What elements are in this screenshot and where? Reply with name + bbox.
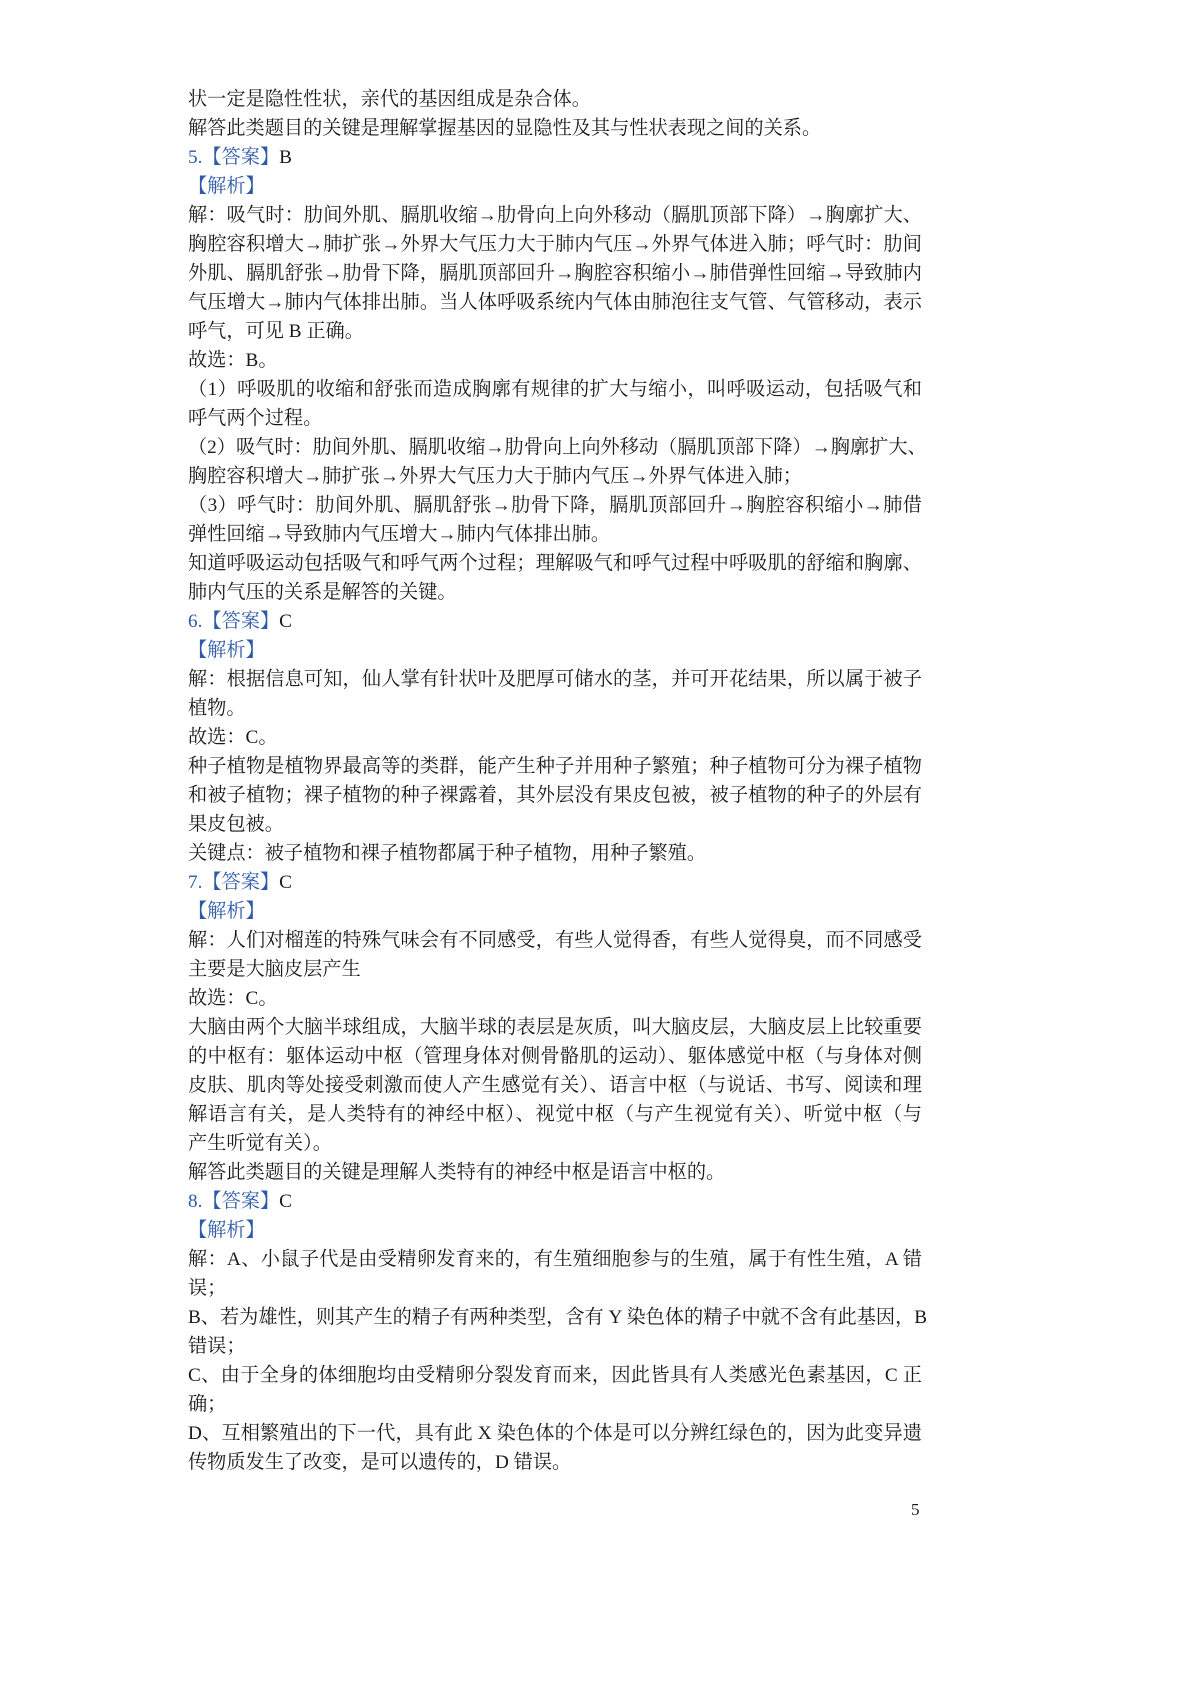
analysis-label: 【解析】 [188,176,265,197]
analysis-line: 果皮包被。 [188,814,284,835]
analysis-line: 故选：C。 [188,727,278,748]
analysis-line: 传物质发生了改变，是可以遗传的，D 错误。 [188,1452,572,1473]
analysis-line: 皮肤、肌肉等处接受刺激而使人产生感觉有关）、语言中枢（与说话、书写、阅读和理 [188,1075,922,1096]
analysis-label: 【解析】 [188,901,265,922]
analysis-line: 故选：B。 [188,350,278,371]
analysis-line: （3）呼气时：肋间外肌、膈肌舒张→肋骨下降，膈肌顶部回升→胸腔容积缩小→肺借 [188,495,922,516]
analysis-line: 解语言有关，是人类特有的神经中枢）、视觉中枢（与产生视觉有关）、听觉中枢（与 [188,1104,922,1125]
analysis-line: 大脑由两个大脑半球组成，大脑半球的表层是灰质，叫大脑皮层，大脑皮层上比较重要 [188,1017,922,1038]
answer-label: 【答案】 [202,1191,280,1212]
analysis-line: 胸腔容积增大→肺扩张→外界大气压力大于肺内气压→外界气体进入肺； [188,466,802,487]
analysis-line: 主要是大脑皮层产生 [188,959,361,980]
answer-label: 【答案】 [202,611,280,632]
answer-value: B [279,147,292,168]
answer-label: 【答案】 [202,147,280,168]
analysis-line: C、由于全身的体细胞均由受精卵分裂发育而来，因此皆具有人类感光色素基因，C 正 [188,1365,922,1386]
analysis-line: 肺内气压的关系是解答的关键。 [188,582,457,603]
analysis-line: 解：A、小鼠子代是由受精卵发育来的，有生殖细胞参与的生殖，属于有性生殖，A 错 [188,1249,922,1270]
analysis-line: 呼气，可见 B 正确。 [188,321,364,342]
analysis-line: 的中枢有：躯体运动中枢（管理身体对侧骨骼肌的运动）、躯体感觉中枢（与身体对侧 [188,1046,922,1067]
analysis-line: 误； [188,1278,227,1299]
intro-line: 解答此类题目的关键是理解掌握基因的显隐性及其与性状表现之间的关系。 [188,118,822,139]
page-number: 5 [911,1500,920,1519]
answer-line [188,143,922,172]
analysis-line: 和被子植物；裸子植物的种子裸露着，其外层没有果皮包被，被子植物的种子的外层有 [188,785,922,806]
analysis-line: 弹性回缩→导致肺内气压增大→肺内气体排出肺。 [188,524,611,545]
analysis-line: 气压增大→肺内气体排出肺。当人体呼吸系统内气体由肺泡往支气管、气管移动，表示 [188,292,922,313]
analysis-label: 【解析】 [188,640,265,661]
question-number: 6. [188,611,203,632]
answer-value: C [279,1191,292,1212]
analysis-line: 确； [188,1394,227,1415]
analysis-line: 解：吸气时：肋间外肌、膈肌收缩→肋骨向上向外移动（膈肌顶部下降）→胸廓扩大、 [188,205,922,226]
analysis-line: 关键点：被子植物和裸子植物都属于种子植物，用种子繁殖。 [188,843,707,864]
analysis-line: （2）吸气时：肋间外肌、膈肌收缩→肋骨向上向外移动（膈肌顶部下降）→胸廓扩大、 [188,437,927,458]
page-body [188,85,928,1477]
analysis-line: 解答此类题目的关键是理解人类特有的神经中枢是语言中枢的。 [188,1162,726,1183]
answer-value: C [279,872,292,893]
question-number: 8. [188,1191,203,1212]
analysis-line: 植物。 [188,698,246,719]
analysis-line: 故选：C。 [188,988,278,1009]
answer-line [188,868,922,897]
question-number: 5. [188,147,203,168]
analysis-line: 胸腔容积增大→肺扩张→外界大气压力大于肺内气压→外界气体进入肺；呼气时：肋间 [188,234,922,255]
answer-line [188,607,922,636]
analysis-label: 【解析】 [188,1220,265,1241]
analysis-line: 知道呼吸运动包括吸气和呼气两个过程；理解吸气和呼气过程中呼吸肌的舒缩和胸廓、 [188,553,922,574]
intro-line: 状一定是隐性性状，亲代的基因组成是杂合体。 [188,89,591,110]
question-number: 7. [188,872,203,893]
analysis-line: 外肌、膈肌舒张→肋骨下降，膈肌顶部回升→胸腔容积缩小→肺借弹性回缩→导致肺内 [188,263,922,284]
analysis-line: 产生听觉有关）。 [188,1133,332,1154]
analysis-line: （1）呼吸肌的收缩和舒张而造成胸廓有规律的扩大与缩小，叫呼吸运动，包括吸气和 [188,379,922,400]
answer-label: 【答案】 [202,872,280,893]
analysis-line: 解：人们对榴莲的特殊气味会有不同感受，有些人觉得香，有些人觉得臭，而不同感受 [188,930,922,951]
analysis-line: B、若为雄性，则其产生的精子有两种类型，含有 Y 染色体的精子中就不含有此基因，B [188,1307,928,1328]
answer-line [188,1187,922,1216]
analysis-line: D、互相繁殖出的下一代，具有此 X 染色体的个体是可以分辨红绿色的，因为此变异遗 [188,1423,922,1444]
analysis-line: 解：根据信息可知，仙人掌有针状叶及肥厚可储水的茎，并可开花结果，所以属于被子 [188,669,922,690]
answer-value: C [279,611,292,632]
analysis-line: 错误； [188,1336,246,1357]
analysis-line: 种子植物是植物界最高等的类群，能产生种子并用种子繁殖；种子植物可分为裸子植物 [188,756,922,777]
analysis-line: 呼气两个过程。 [188,408,323,429]
